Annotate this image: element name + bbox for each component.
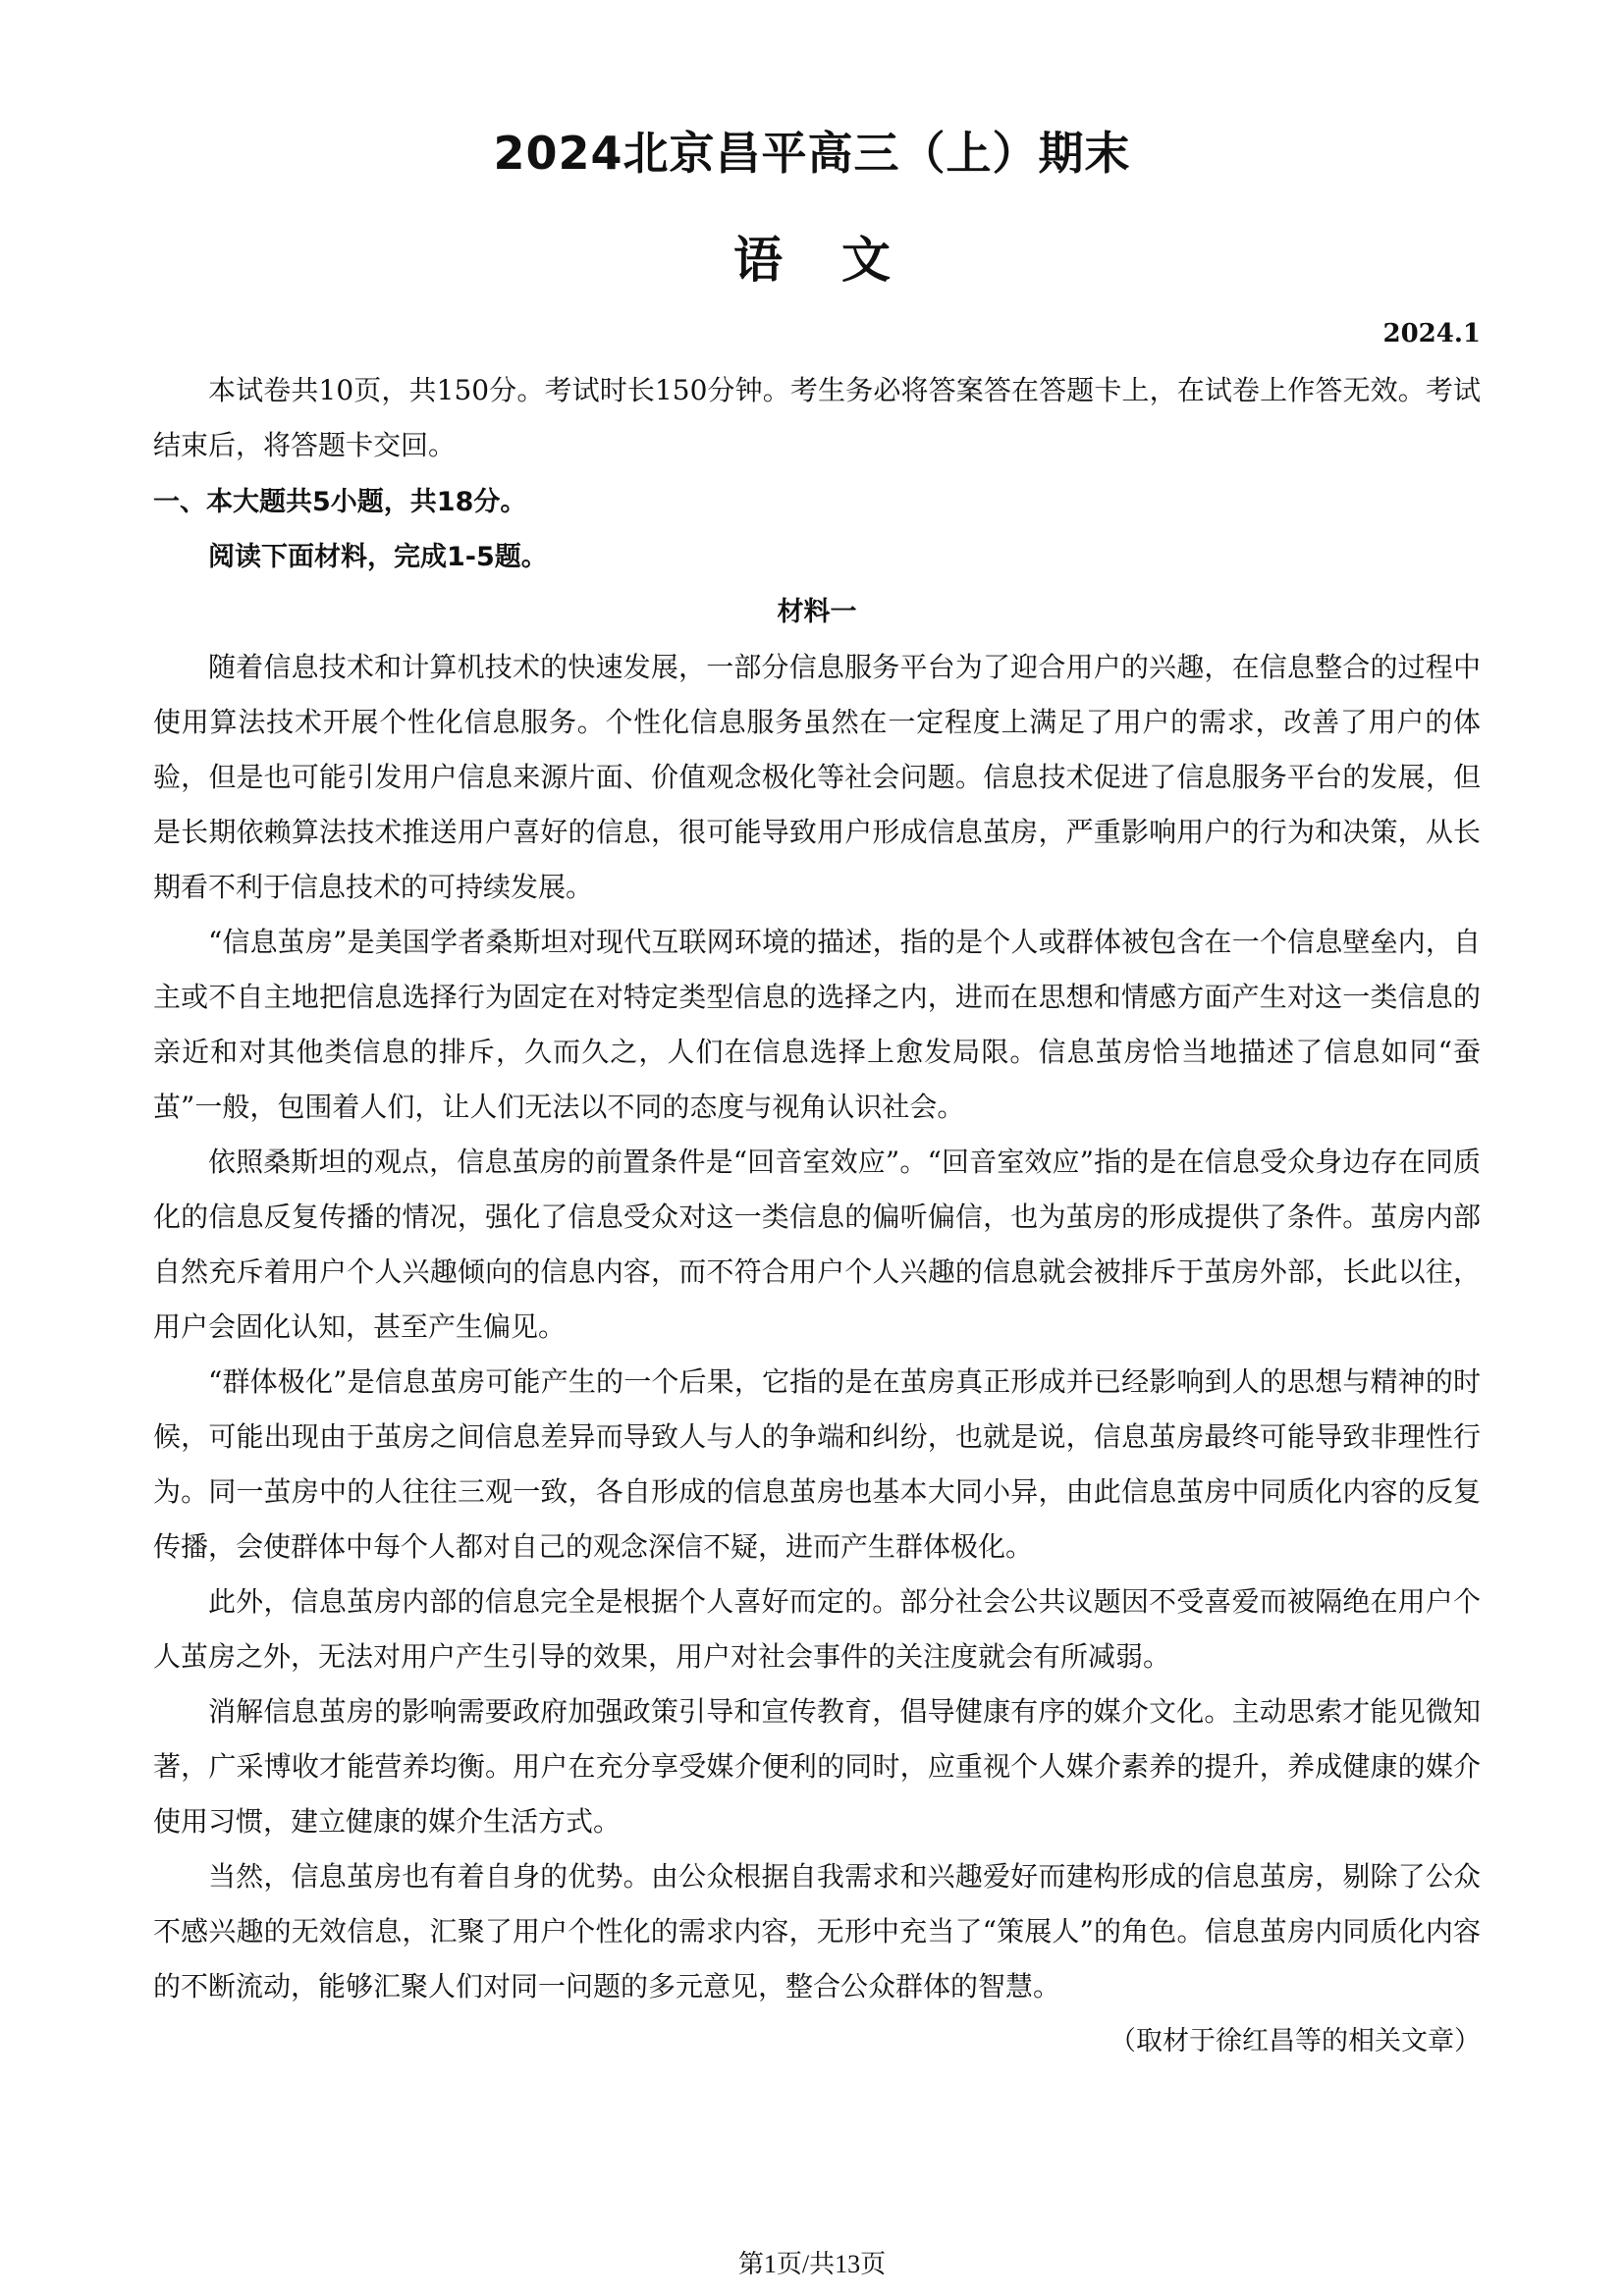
- material-paragraph: “群体极化”是信息茧房可能产生的一个后果，它指的是在茧房真正形成并已经影响到人的思想与精神的时候，可能出现由于茧房之间信息差异而导致人与人的争端和纠纷，也就是说，信息茧房最终可能导致非理性行为。同一茧房中的人往往三观一致，各自形成的信息茧房也基本大同小异，由此信息茧房中同质化内容的反复传播，会使群体中每个人都对自己的观念深信不疑，进而产生群体极化。: [153, 1365, 1481, 1563]
- section-instruction: 阅读下面材料，完成1-5题。: [208, 542, 548, 572]
- exam-title: 2024北京昌平高三（上）期末: [493, 127, 1131, 180]
- material-paragraph: 当然，信息茧房也有着自身的优势。由公众根据自我需求和兴趣爱好而建构形成的信息茧房，剔除了公众不感兴趣的无效信息，汇聚了用户个性化的需求内容，无形中充当了“策展人”的角色。信息茧房内同质化内容的不断流动，能够汇聚人们对同一问题的多元意见，整合公众群体的智慧。: [153, 1860, 1481, 2002]
- material-source: （取材于徐红昌等的相关文章）: [1110, 2026, 1481, 2056]
- exam-content: [153, 363, 1481, 2069]
- material-title: 材料一: [777, 597, 857, 627]
- material-paragraph: 此外，信息茧房内部的信息完全是根据个人喜好而定的。部分社会公共议题因不受喜爱而被隔绝在用户个人茧房之外，无法对用户产生引导的效果，用户对社会事件的关注度就会有所减弱。: [153, 1585, 1481, 1673]
- exam-notice: 本试卷共10页，共150分。考试时长150分钟。考生务必将答案答在答题卡上，在试卷上作答无效。考试结束后，将答题卡交回。: [153, 374, 1481, 461]
- material-paragraph: 随着信息技术和计算机技术的快速发展，一部分信息服务平台为了迎合用户的兴趣，在信息整合的过程中使用算法技术开展个性化信息服务。个性化信息服务虽然在一定程度上满足了用户的需求，改善了用户的体验，但是也可能引发用户信息来源片面、价值观念极化等社会问题。信息技术促进了信息服务平台的发展，但是长期依赖算法技术推送用户喜好的信息，很可能导致用户形成信息茧房，严重影响用户的行为和决策，从长期看不利于信息技术的可持续发展。: [153, 651, 1481, 903]
- material-paragraph: 依照桑斯坦的观点，信息茧房的前置条件是“回音室效应”。“回音室效应”指的是在信息受众身边存在同质化的信息反复传播的情况，强化了信息受众对这一类信息的偏听偏信，也为茧房的形成提供了条件。茧房内部自然充斥着用户个人兴趣倾向的信息内容，而不符合用户个人兴趣的信息就会被排斥于茧房外部，长此以往，用户会固化认知，甚至产生偏见。: [153, 1146, 1481, 1343]
- subject-title: 语文: [733, 232, 949, 289]
- exam-date: 2024.1: [1382, 319, 1481, 348]
- material-paragraph: “信息茧房”是美国学者桑斯坦对现代互联网环境的描述，指的是个人或群体被包含在一个信息壁垒内，自主或不自主地把信息选择行为固定在对特定类型信息的选择之内，进而在思想和情感方面产生对这一类信息的亲近和对其他类信息的排斥，久而久之，人们在信息选择上愈发局限。信息茧房恰当地描述了信息如同“蚕茧”一般，包围着人们，让人们无法以不同的态度与视角认识社会。: [153, 926, 1481, 1123]
- page-indicator: 第1页/共13页: [737, 2250, 887, 2278]
- material-paragraph: 消解信息茧房的影响需要政府加强政策引导和宣传教育，倡导健康有序的媒介文化。主动思索才能见微知著，广采博收才能营养均衡。用户在充分享受媒介便利的同时，应重视个人媒介素养的提升，养成健康的媒介使用习惯，建立健康的媒介生活方式。: [153, 1695, 1481, 1838]
- section-heading: 一、本大题共5小题，共18分。: [153, 487, 527, 517]
